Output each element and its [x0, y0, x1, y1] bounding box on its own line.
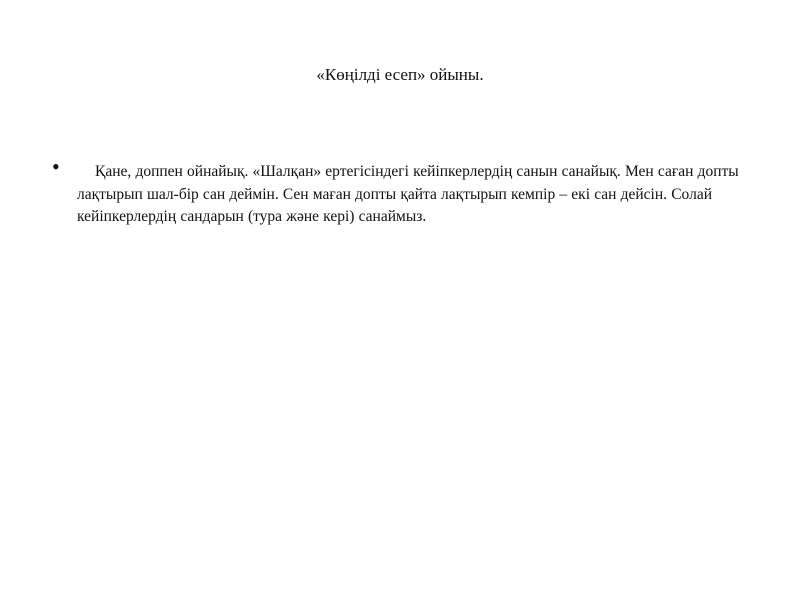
- bullet-paragraph: Қане, доппен ойнайық. «Шалқан» ертегісіндегі кейіпкерлердің санын санайық. Мен саған допты лақтырып шал-бір сан деймін. Сен маған допты қайта лақтырып кемпір – екі сан дейсін. Солай кейіпкерлердің сандарын (тура және кері) санаймыз.: [77, 163, 739, 225]
- bullet-marker: •: [52, 154, 60, 179]
- slide-title: «Көңілді есеп» ойыны.: [316, 65, 484, 84]
